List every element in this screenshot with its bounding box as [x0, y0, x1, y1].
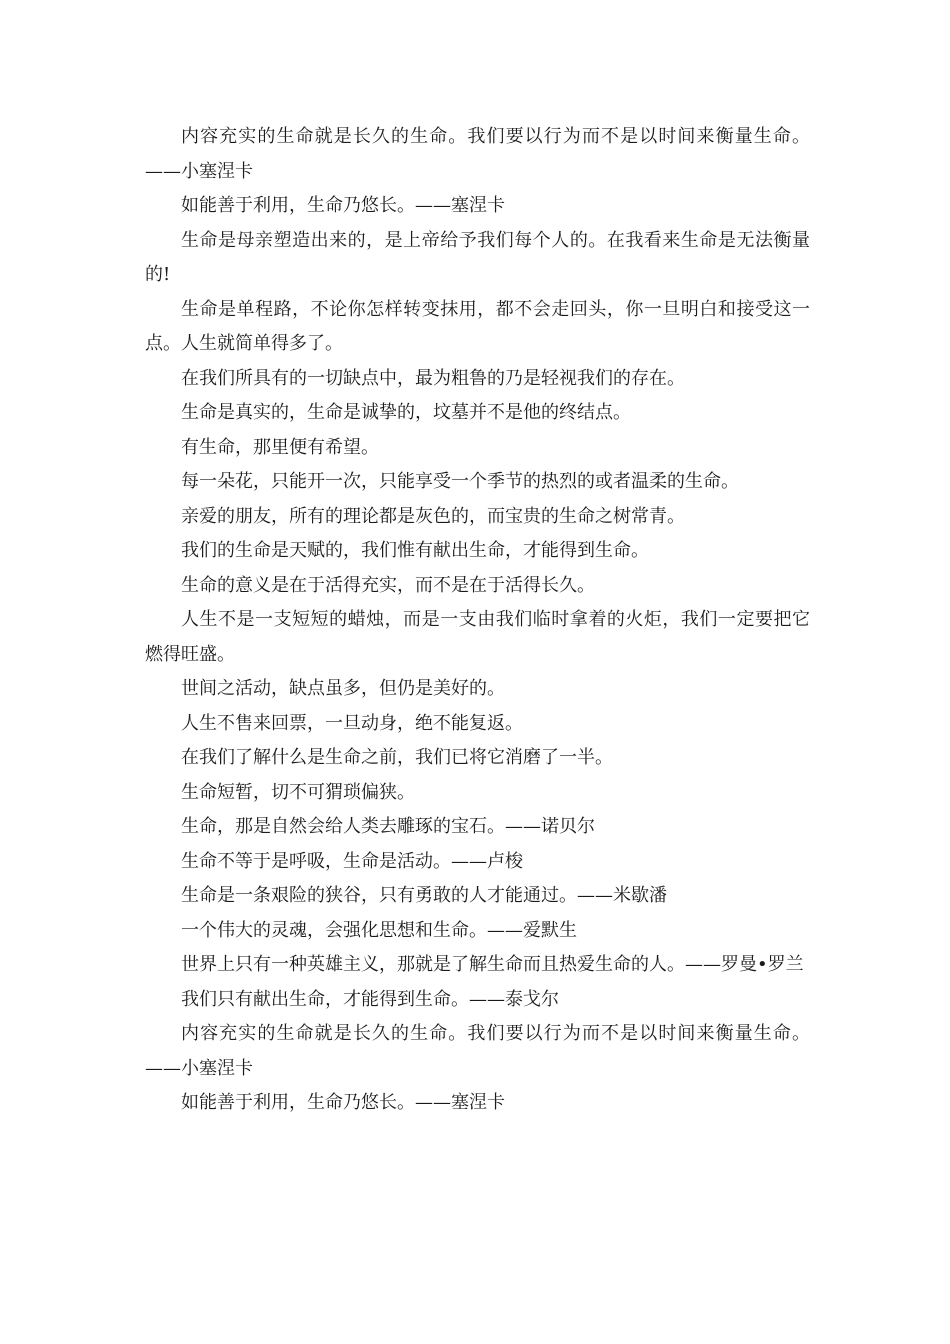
paragraph: 生命不等于是呼吸，生命是活动。——卢梭: [181, 850, 523, 872]
paragraph: 有生命，那里便有希望。: [181, 436, 379, 458]
paragraph: 如能善于利用，生命乃悠长。——塞涅卡: [181, 195, 505, 216]
paragraph: 一个伟大的灵魂，会强化思想和生命。——爱默生: [181, 919, 577, 941]
paragraph: 人生不是一支短短的蜡烛，而是一支由我们临时拿着的火炬，我们一定要把它燃得旺盛。: [145, 609, 810, 665]
paragraph: 内容充实的生命就是长久的生命。我们要以行为而不是以时间来衡量生命。——小塞涅卡: [145, 126, 810, 182]
paragraph: 生命是单程路，不论你怎样转变抹用，都不会走回头，你一旦明白和接受这一点。人生就简单得多了。: [145, 298, 810, 354]
paragraph: 我们只有献出生命，才能得到生命。——泰戈尔: [181, 988, 559, 1010]
paragraph: 生命是真实的，生命是诚挚的，坟墓并不是他的终结点。: [181, 402, 631, 423]
paragraph: 生命的意义是在于活得充实，而不是在于活得长久。: [181, 574, 595, 596]
paragraph: 在我们所具有的一切缺点中，最为粗鲁的乃是轻视我们的存在。: [181, 367, 685, 389]
paragraph: 世界上只有一种英雄主义，那就是了解生命而且热爱生命的人。——罗曼•罗兰: [181, 954, 804, 975]
paragraph: 我们的生命是天赋的，我们惟有献出生命，才能得到生命。: [181, 540, 649, 561]
paragraph: 在我们了解什么是生命之前，我们已将它消磨了一半。: [181, 747, 613, 768]
paragraph: 内容充实的生命就是长久的生命。我们要以行为而不是以时间来衡量生命。——小塞涅卡: [145, 1023, 810, 1079]
document-page: [145, 120, 810, 1121]
paragraph: 生命短暂，切不可猬琐偏狭。: [181, 781, 415, 803]
paragraph: 世间之活动，缺点虽多，但仍是美好的。: [181, 678, 505, 699]
paragraph: 生命，那是自然会给人类去雕琢的宝石。——诺贝尔: [181, 816, 595, 837]
paragraph: 如能善于利用，生命乃悠长。——塞涅卡: [181, 1092, 505, 1113]
paragraph: 生命是一条艰险的狭谷，只有勇敢的人才能通过。——米歇潘: [181, 885, 667, 906]
paragraph: 亲爱的朋友，所有的理论都是灰色的，而宝贵的生命之树常青。: [181, 505, 685, 527]
paragraph: 生命是母亲塑造出来的，是上帝给予我们每个人的。在我看来生命是无法衡量的!: [145, 229, 810, 285]
paragraph: 人生不售来回票，一旦动身，绝不能复返。: [181, 712, 523, 734]
paragraph: 每一朵花，只能开一次，只能享受一个季节的热烈的或者温柔的生命。: [181, 471, 739, 492]
